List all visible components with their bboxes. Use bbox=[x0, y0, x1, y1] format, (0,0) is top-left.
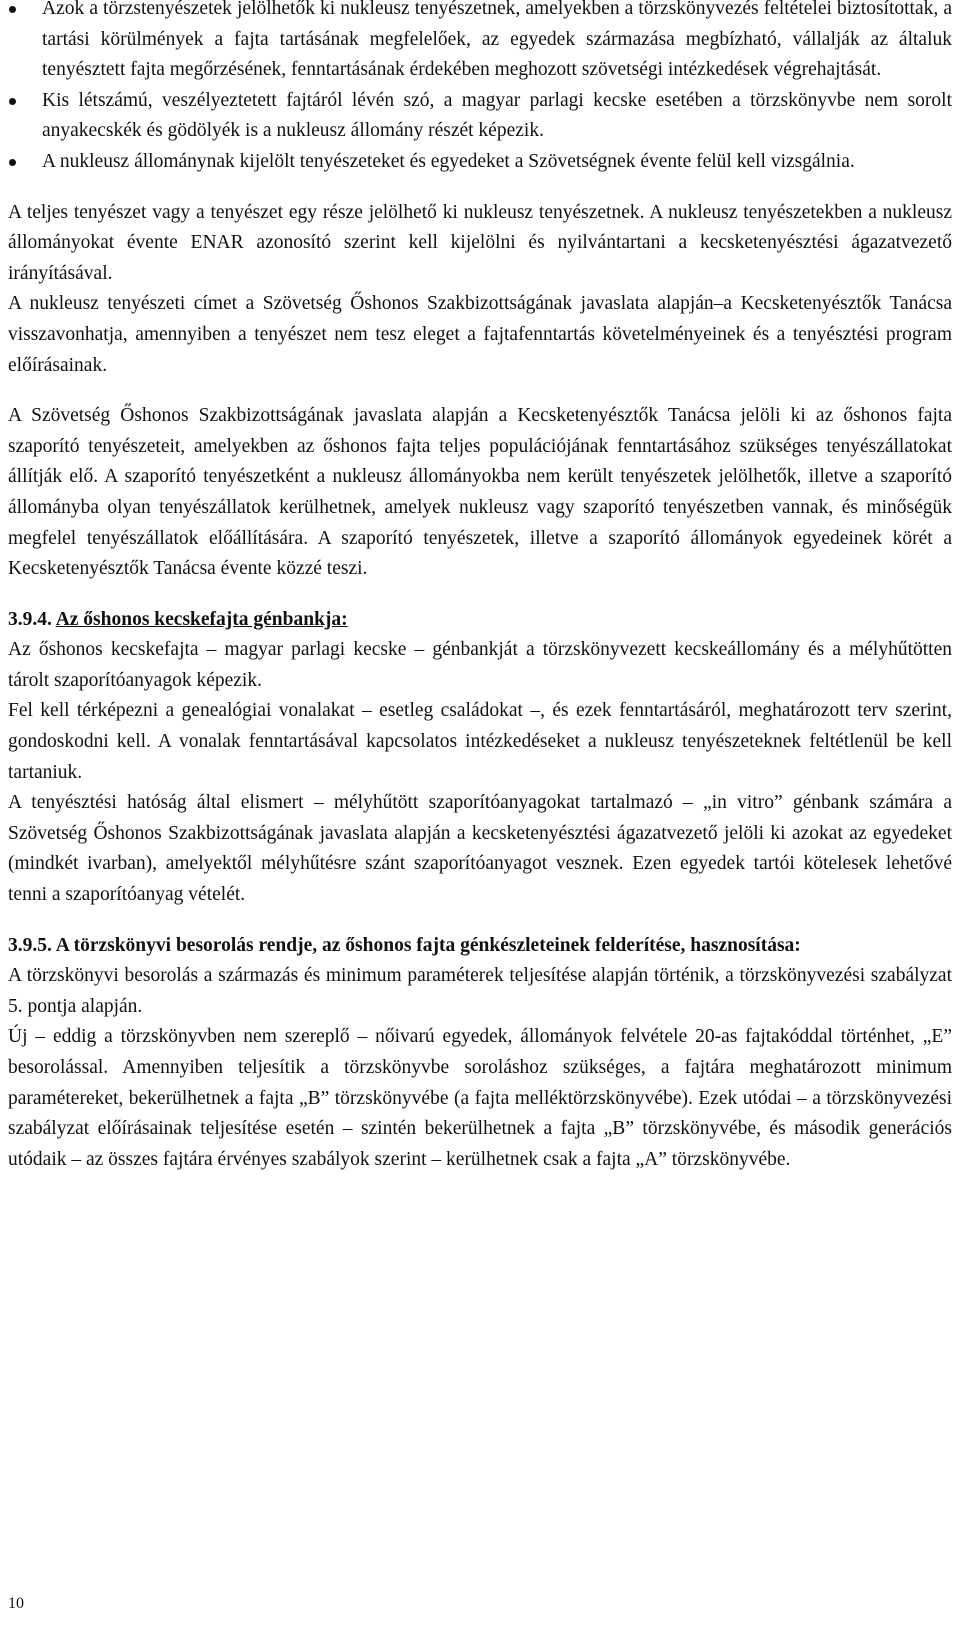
section-heading-394 bbox=[8, 605, 952, 636]
list-item-text: Azok a törzstenyészetek jelölhetők ki nukleusz tenyészetnek, amelyekben a törzskönyvezés feltételei biztosítottak, a tartási körülmények a fajta tartásának megfelelőek, az egyedek származása megbízható, vállalják az általuk tenyésztett fajta megőrzésének, fenntartásának érdekében meghozott szövetségi intézkedések végrehajtását. bbox=[42, 0, 952, 81]
paragraph: A törzskönyvi besorolás a származás és minimum paraméterek teljesítése alapján történik, a törzskönyvezési szabályzat 5. pontja alapján. bbox=[8, 965, 952, 1017]
paragraph: A tenyésztési hatóság által elismert – mélyhűtött szaporítóanyagokat tartalmazó – „in vitro” génbank számára a Szövetség Őshonos Szakbizottságának javaslata alapján a kecsketenyésztési ágazatvezető jelöli ki azokat az egyedeket (mindkét ivarban), amelyektől mélyhűtésre szánt szaporítóanyagot vesznek. Ezen egyedek tartói kötelesek lehetővé tenni a szaporítóanyag vételét. bbox=[8, 792, 952, 906]
paragraph: Az őshonos kecskefajta – magyar parlagi kecske – génbankját a törzskönyvezett kecskeállomány és a mélyhűtötten tárolt szaporítóanyagok képezik. bbox=[8, 639, 952, 691]
nucleus-criteria-list bbox=[8, 0, 952, 178]
paragraph: Új – eddig a törzskönyvben nem szereplő – nőivarú egyedek, állományok felvétele 20-as fajtakóddal történhet, „E” besorolással. Amennyiben teljesítik a törzskönyvbe soroláshoz szükséges, a fajtára meghatározott minimum paramétereket, bekerülhetnek a fajta „B” törzskönyvébe (a fajta melléktörzskönyvébe). Ezek utódai – a törzskönyvezési szabályzat előírásainak teljesítése esetén – szintén bekerülhetnek a fajta „B” törzskönyvébe, és második generációs utódaik – az összes fajtára érvényes szabályok szerint – kerülhetnek csak a fajta „A” törzskönyvébe. bbox=[8, 1026, 952, 1170]
list-item bbox=[8, 147, 952, 178]
section-number: 3.9.5. bbox=[8, 934, 52, 956]
page-content bbox=[8, 0, 952, 1175]
bullet-icon bbox=[9, 98, 16, 105]
section-title: Az őshonos kecskefajta génbankja: bbox=[55, 608, 348, 630]
list-item bbox=[8, 0, 952, 86]
paragraph: A nukleusz tenyészeti címet a Szövetség Őshonos Szakbizottságának javaslata alapján‒a Kecsketenyésztők Tanácsa visszavonhatja, amennyiben a tenyészet nem tesz eleget a fajtafenntartás követelményeinek és a tenyésztési program előírásainak. bbox=[8, 293, 952, 376]
spacer bbox=[8, 381, 952, 401]
section-heading-395 bbox=[8, 931, 952, 962]
section-title: A törzskönyvi besorolás rendje, az őshonos fajta génkészleteinek felderítése, hasznosítása: bbox=[55, 934, 801, 956]
bullet-icon bbox=[9, 6, 16, 13]
list-item-text: Kis létszámú, veszélyeztetett fajtáról lévén szó, a magyar parlagi kecske esetében a törzskönyvbe nem sorolt anyakecskék és gödölyék is a nukleusz állomány részét képezik. bbox=[42, 89, 952, 142]
page-number: 10 bbox=[8, 1595, 24, 1612]
list-item bbox=[8, 86, 952, 147]
section-number: 3.9.4. bbox=[8, 608, 52, 630]
spacer bbox=[8, 911, 952, 931]
paragraph: A teljes tenyészet vagy a tenyészet egy része jelölhető ki nukleusz tenyészetnek. A nukleusz tenyészetekben a nukleusz állományokat évente ENAR azonosító szerint kell kijelölni és nyilvántartani a kecsketenyésztési ágazatvezető irányításával. bbox=[8, 201, 952, 284]
paragraph: A Szövetség Őshonos Szakbizottságának javaslata alapján a Kecsketenyésztők Tanácsa jelöli ki az őshonos fajta szaporító tenyészeteit, amelyekben az őshonos fajta teljes populációjának fenntartásához szükséges tenyészállatokat állítják elő. A szaporító tenyészetként a nukleusz állományokba nem került tenyészetek jelölhetők, illetve a szaporító állományba olyan tenyészállatok kerülhetnek, amelyek nukleusz vagy szaporító tenyészetben vannak, és minőségük megfelel tenyészállatok előállítására. A szaporító tenyészetek, illetve a szaporító állományok egyedeinek körét a Kecsketenyésztők Tanácsa évente közzé teszi. bbox=[8, 405, 952, 580]
list-item-text: A nukleusz állománynak kijelölt tenyészeteket és egyedeket a Szövetségnek évente felül kell vizsgálnia. bbox=[42, 150, 855, 172]
spacer bbox=[8, 585, 952, 605]
paragraph: Fel kell térképezni a genealógiai vonalakat – esetleg családokat –, és ezek fenntartásáról, meghatározott terv szerint, gondoskodni kell. A vonalak fenntartásával kapcsolatos intézkedéseket a nukleusz tenyészeteknek feltétlenül be kell tartaniuk. bbox=[8, 700, 952, 783]
bullet-icon bbox=[9, 159, 16, 166]
spacer bbox=[8, 178, 952, 198]
